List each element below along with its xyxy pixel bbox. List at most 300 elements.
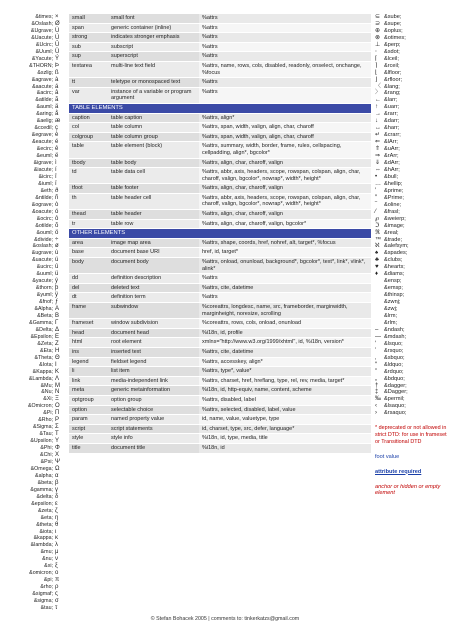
entity-name: &lang; [384, 83, 400, 90]
tag-cell: frame [69, 303, 108, 319]
entity-name: &bdquo; [384, 375, 405, 382]
table-row [69, 347, 371, 357]
entity-name: &clubs; [384, 257, 403, 264]
entity-item [0, 56, 64, 63]
entity-name: &ntilde; [35, 194, 53, 201]
entity-glyph: Υ [55, 438, 60, 445]
entity-glyph: ♠ [375, 250, 379, 257]
entity-name: &Dagger; [384, 389, 408, 396]
entity-name: &frasl; [384, 208, 400, 215]
section-title: OTHER ELEMENTS [69, 229, 371, 239]
entity-name: &divide; [34, 236, 53, 243]
entity-name: &igrave; [33, 160, 53, 167]
entity-item [375, 195, 447, 202]
entity-name: &eta; [40, 514, 53, 521]
entity-name: &agrave; [31, 76, 53, 83]
tag-cell: li [69, 367, 108, 377]
entity-name: &atilde; [35, 97, 53, 104]
entity-glyph: ς [55, 591, 58, 598]
tag-cell: script [69, 424, 108, 434]
entity-item [0, 313, 64, 320]
entity-glyph: ↑ [375, 104, 378, 111]
entity-glyph: ø [55, 243, 59, 250]
entity-glyph: — [375, 333, 381, 340]
entity-name: &tau; [40, 605, 53, 612]
description-cell: document head [108, 328, 199, 338]
description-cell: named property value [108, 415, 199, 425]
table-row [69, 158, 371, 168]
entity-glyph: ο [55, 570, 59, 577]
entity-glyph: ℘ [375, 215, 380, 222]
entity-name: &Omega; [30, 465, 53, 472]
entity-item [0, 584, 64, 591]
entity-name: &Ugrave; [30, 27, 53, 34]
entity-item [0, 508, 64, 515]
entity-item [0, 160, 64, 167]
attributes-cell: %i18n, id [199, 443, 371, 453]
entity-item [0, 396, 64, 403]
entity-name: &uacute; [32, 257, 53, 264]
entity-item [0, 230, 64, 237]
table-row [69, 142, 371, 158]
entity-item [0, 14, 64, 21]
entity-glyph: Û [55, 41, 60, 48]
entity-name: &omicron; [29, 570, 53, 577]
attributes-cell: %attrs, selected, disabled, label, value [199, 405, 371, 415]
entity-name: &zwnj; [384, 299, 401, 306]
entity-item [375, 362, 447, 369]
description-cell: generic metainformation [108, 386, 199, 396]
entity-glyph: Ú [55, 34, 60, 41]
entity-item [0, 306, 64, 313]
entity-item [375, 285, 447, 292]
entity-glyph: ″ [375, 194, 378, 201]
description-cell: document title [108, 443, 199, 453]
tag-cell: legend [69, 357, 108, 367]
entity-glyph: ⊇ [375, 20, 381, 27]
entity-name: &crarr; [384, 132, 401, 139]
table-row [69, 367, 371, 377]
entity-glyph: Χ [55, 452, 60, 459]
entity-glyph: ò [55, 201, 59, 208]
entity-item [375, 160, 447, 167]
entity-name: &lArr; [384, 139, 398, 146]
entity-name: &iacute; [33, 166, 53, 173]
entity-name: &lrm; [384, 312, 398, 319]
entity-glyph: ⋅ [375, 48, 377, 55]
description-cell: subwindow [108, 303, 199, 319]
entity-glyph: 〈 [375, 83, 382, 90]
tag-cell: optgroup [69, 395, 108, 405]
entity-item [0, 598, 64, 605]
entity-item [0, 209, 64, 216]
description-cell: selectable choice [108, 405, 199, 415]
tag-cell: var [69, 87, 108, 103]
entity-item [0, 591, 64, 598]
entity-list-right [375, 14, 447, 497]
tag-cell: link [69, 376, 108, 386]
entity-item [0, 542, 64, 549]
entity-name: &ensp; [384, 278, 402, 285]
table-row [69, 132, 371, 142]
entity-glyph: Ω [55, 465, 60, 472]
entity-name: &Prime; [384, 194, 404, 201]
entity-name: &alpha; [35, 472, 53, 479]
entity-item [0, 146, 64, 153]
entity-item [375, 389, 447, 396]
entity-name: &sube; [384, 14, 402, 20]
attributes-cell: %attrs, align, char, charoff, valign [199, 210, 371, 220]
table-row [69, 61, 371, 77]
entity-item [375, 383, 447, 390]
entity-glyph: ’ [375, 347, 377, 354]
description-cell: definition description [108, 274, 199, 284]
entity-name: &Uacute; [31, 34, 53, 41]
entity-glyph: æ [55, 118, 61, 125]
entity-glyph: ♦ [375, 271, 379, 278]
entity-glyph: ó [55, 208, 59, 215]
entity-glyph: Ξ [55, 396, 59, 403]
entity-item [0, 480, 64, 487]
table-row [69, 14, 371, 23]
table-row [69, 219, 371, 229]
entity-item [0, 459, 64, 466]
tag-cell: strong [69, 33, 108, 43]
attributes-cell: %attrs, disabled, label [199, 395, 371, 405]
entity-name: &rfloor; [384, 76, 403, 83]
attributes-cell: %coreattrs, rows, cols, onload, onunload [199, 319, 371, 329]
entity-glyph: ⌊ [375, 69, 378, 76]
entity-item [0, 403, 64, 410]
entity-name: &prime; [384, 187, 404, 194]
entity-item [375, 250, 447, 257]
description-cell: list item [108, 367, 199, 377]
entity-glyph: í [55, 166, 57, 173]
entity-item [375, 77, 447, 84]
entity-glyph: Þ [55, 62, 60, 69]
entity-item [0, 341, 64, 348]
entity-item [0, 362, 64, 369]
description-cell: window subdivision [108, 319, 199, 329]
entity-glyph: ‹ [375, 403, 377, 410]
entity-name: &ldquo; [384, 361, 403, 368]
entity-name: &ouml; [36, 229, 53, 236]
entity-name: &rsquo; [384, 347, 404, 354]
table-row [69, 424, 371, 434]
entity-name: &harr; [384, 125, 400, 132]
entity-glyph: Ζ [55, 340, 59, 347]
entity-item [375, 403, 447, 410]
entity-name: &ograve; [31, 201, 53, 208]
entity-item [375, 264, 447, 271]
entity-name: &perp; [384, 41, 401, 48]
entity-item [0, 132, 64, 139]
entity-glyph: ‡ [375, 389, 379, 396]
description-cell: table data cell [108, 168, 199, 184]
entity-glyph: ÿ [55, 292, 58, 299]
entity-glyph: Λ [55, 375, 60, 382]
entity-name: &aacute; [32, 83, 53, 90]
entity-glyph: … [375, 180, 381, 187]
legend-required: attribute required [375, 468, 422, 475]
entity-item [0, 515, 64, 522]
entity-item [0, 257, 64, 264]
entity-item [375, 327, 447, 334]
entity-item [0, 195, 64, 202]
entity-item [375, 230, 447, 237]
table-row [69, 23, 371, 33]
entity-item [375, 188, 447, 195]
attributes-cell: %attrs, onload, onunload, background*, bgcolor*, text*, link*, vlink*, alink* [199, 258, 371, 274]
entity-name: &aring; [36, 111, 53, 118]
table-row [69, 443, 371, 453]
entity-name: &Lambda; [28, 375, 53, 382]
entity-glyph: Ρ [55, 417, 60, 424]
table-row [69, 210, 371, 220]
entity-name: &Phi; [40, 445, 53, 452]
entity-glyph: Ι [55, 361, 57, 368]
description-cell: multi-line text field [108, 61, 199, 77]
entity-item [375, 396, 447, 403]
entity-name: &oacute; [32, 208, 53, 215]
tags-table [69, 14, 371, 454]
entity-name: &ugrave; [31, 250, 53, 257]
tag-cell: title [69, 443, 108, 453]
entity-glyph: θ [55, 521, 59, 528]
entity-glyph: ⇐ [375, 139, 381, 146]
entity-item [375, 174, 447, 181]
entity-name: &diams; [384, 271, 405, 278]
entity-item [0, 97, 64, 104]
entity-item [0, 278, 64, 285]
entity-name: &epsilon; [31, 500, 53, 507]
entity-glyph: ƒ [55, 299, 59, 306]
entity-item [0, 410, 64, 417]
entity-item [0, 389, 64, 396]
entity-name: &Theta; [34, 354, 53, 361]
entity-item [0, 250, 64, 257]
entity-item [0, 243, 64, 250]
entity-item [0, 535, 64, 542]
attributes-cell: %attrs [199, 14, 371, 23]
tag-cell: thead [69, 210, 108, 220]
entity-glyph: λ [55, 542, 58, 549]
entity-item [375, 28, 447, 35]
entity-item [0, 501, 64, 508]
deprecated-note: * deprecated or not allowed in strict DTD: for use in frameset or Transitional DTD [375, 425, 447, 445]
attributes-cell: %attrs, span, width, valign, align, char, charoff [199, 123, 371, 133]
entity-name: &weierp; [384, 215, 406, 222]
entity-glyph: ⊕ [375, 27, 381, 34]
section-header [69, 103, 371, 113]
tag-cell: tfoot [69, 184, 108, 194]
entity-glyph: 〉 [375, 90, 382, 97]
entity-glyph: κ [55, 535, 58, 542]
entity-glyph: τ [55, 605, 58, 612]
entity-name: &zeta; [37, 507, 53, 514]
entity-glyph: ℑ [375, 222, 380, 229]
entity-glyph: é [55, 139, 59, 146]
entity-item [375, 257, 447, 264]
entity-name: &Mu; [40, 382, 53, 389]
entity-name: &thinsp; [384, 292, 405, 299]
entity-name: &ccedil; [34, 125, 53, 132]
entity-item [375, 153, 447, 160]
entity-glyph: å [55, 111, 59, 118]
entity-item [0, 577, 64, 584]
entity-item [375, 118, 447, 125]
entity-glyph: ⇑ [375, 146, 381, 153]
entity-name: &auml; [36, 104, 53, 111]
table-row [69, 357, 371, 367]
entity-item [0, 473, 64, 480]
entity-glyph: β [55, 479, 59, 486]
description-cell: style info [108, 434, 199, 444]
table-row [69, 248, 371, 258]
entity-item [375, 334, 447, 341]
entity-name: &hellip; [384, 180, 403, 187]
entity-glyph: “ [375, 361, 377, 368]
table-row [69, 415, 371, 425]
attributes-cell: %attrs, accesskey, align* [199, 357, 371, 367]
entity-name: &Ucirc; [35, 41, 53, 48]
entity-name: &ucirc; [36, 264, 53, 271]
entity-item [0, 77, 64, 84]
entity-name: &rceil; [384, 62, 400, 69]
entity-name: &kappa; [33, 535, 53, 542]
entity-glyph: ü [55, 271, 59, 278]
entity-glyph: ú [55, 257, 59, 264]
tag-cell: ins [69, 347, 108, 357]
entity-item [0, 494, 64, 501]
section-header [69, 229, 371, 239]
entity-name: &spades; [384, 250, 408, 257]
entity-item [0, 285, 64, 292]
entity-glyph: ô [55, 215, 59, 222]
entity-glyph: Β [55, 312, 60, 319]
entity-item [0, 529, 64, 536]
entity-name: &egrave; [31, 132, 53, 139]
entity-glyph: ℵ [375, 243, 380, 250]
entity-item [0, 445, 64, 452]
entity-name: &Uuml; [35, 48, 53, 55]
table-row [69, 52, 371, 62]
description-cell: media-independent link [108, 376, 199, 386]
entity-item [375, 42, 447, 49]
entity-name: &lfloor; [384, 69, 402, 76]
description-cell: definition term [108, 293, 199, 303]
description-cell: fieldset legend [108, 357, 199, 367]
entity-name: &Zeta; [37, 340, 53, 347]
entity-item [0, 605, 64, 612]
entity-glyph: ξ [55, 563, 58, 570]
entity-item [0, 417, 64, 424]
attributes-cell: %i18n, id, type, media, title [199, 434, 371, 444]
entity-name: &Kappa; [32, 368, 53, 375]
table-row [69, 328, 371, 338]
entity-glyph: ′ [375, 187, 377, 194]
entity-item [0, 383, 64, 390]
attributes-cell: %attrs [199, 274, 371, 284]
entity-item [375, 223, 447, 230]
description-cell: table body [108, 158, 199, 168]
entity-name: &rArr; [384, 153, 399, 160]
entity-name: &image; [384, 222, 405, 229]
description-cell: teletype or monospaced text [108, 78, 199, 88]
entity-glyph: γ [55, 486, 58, 493]
entity-item [0, 376, 64, 383]
tag-cell: style [69, 434, 108, 444]
entity-item [0, 202, 64, 209]
entity-name: &delta; [36, 493, 53, 500]
entity-name: &Beta; [37, 312, 53, 319]
entity-glyph: → [375, 111, 381, 118]
entity-item [375, 111, 447, 118]
entity-name: &larr; [384, 97, 398, 104]
entity-glyph: Θ [55, 354, 60, 361]
entity-item [375, 56, 447, 63]
entity-item [375, 271, 447, 278]
entity-name: &Nu; [41, 389, 53, 396]
attributes-cell: xmlns="http://www.w3.org/1999/xhtml", id, %i18n, version* [199, 338, 371, 348]
tag-cell: tt [69, 78, 108, 88]
description-cell: table column [108, 123, 199, 133]
entity-glyph: Π [55, 410, 60, 417]
entity-glyph: † [375, 382, 379, 389]
entity-item [375, 70, 447, 77]
description-cell: document base URI [108, 248, 199, 258]
tag-cell: meta [69, 386, 108, 396]
entity-glyph: â [55, 90, 59, 97]
entity-glyph: Ù [55, 27, 60, 34]
entity-glyph: Η [55, 347, 60, 354]
entity-glyph: ↔ [375, 125, 381, 132]
entity-glyph: ï [55, 180, 57, 187]
description-cell: script statements [108, 424, 199, 434]
description-cell: document body [108, 258, 199, 274]
entity-name: &rang; [384, 90, 401, 97]
entity-name: &ecirc; [36, 146, 53, 153]
tag-cell: dt [69, 293, 108, 303]
entity-name: &xi; [44, 563, 53, 570]
entity-item [0, 355, 64, 362]
entity-name: &beta; [37, 479, 53, 486]
entity-item [375, 376, 447, 383]
table-row [69, 78, 371, 88]
entity-name: &dagger; [384, 382, 407, 389]
entity-glyph: Ο [55, 403, 60, 410]
entity-item [0, 452, 64, 459]
entity-item [0, 424, 64, 431]
entity-glyph: ↵ [375, 132, 381, 139]
entity-name: &icirc; [38, 173, 53, 180]
entity-glyph: Ν [55, 389, 60, 396]
entity-name: &rdquo; [384, 368, 404, 375]
entity-item [0, 118, 64, 125]
table-row [69, 168, 371, 184]
entity-name: &rarr; [384, 111, 398, 118]
entity-item [375, 209, 447, 216]
attributes-cell: %attrs [199, 87, 371, 103]
description-cell: deleted text [108, 283, 199, 293]
tag-cell: tbody [69, 158, 108, 168]
tag-cell: textarea [69, 61, 108, 77]
entity-item [0, 556, 64, 563]
entity-item [375, 49, 447, 56]
entity-item [0, 49, 64, 56]
table-row [69, 338, 371, 348]
entity-item [375, 104, 447, 111]
